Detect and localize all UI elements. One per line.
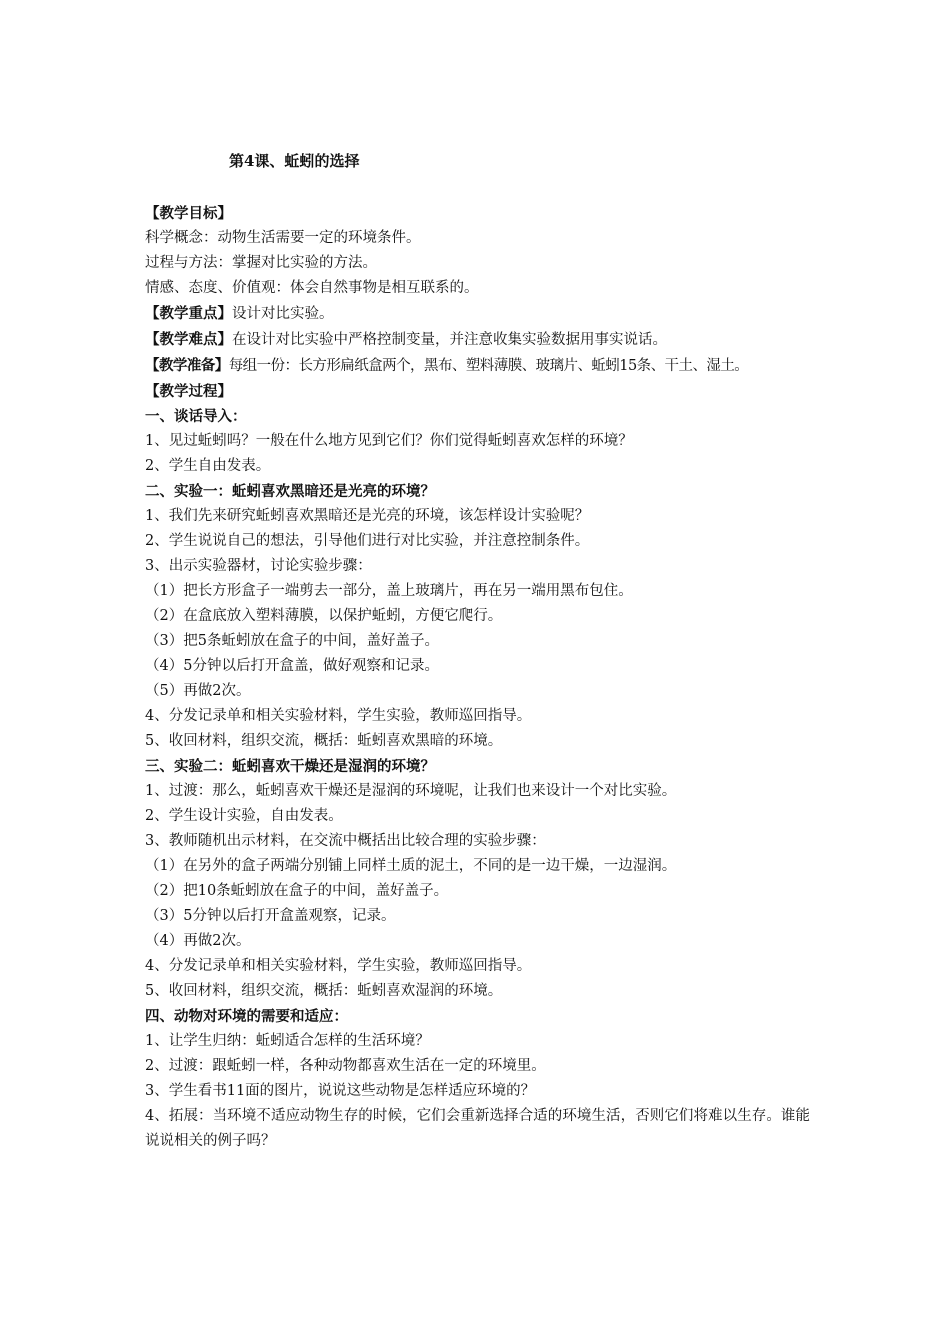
section-line: 3、出示实验器材，讨论实验步骤：	[145, 558, 372, 574]
process-heading: 【教学过程】	[145, 383, 232, 400]
document-body	[145, 201, 810, 1154]
section-line: 1、见过蚯蚓吗？一般在什么地方见到它们？你们觉得蚯蚓喜欢怎样的环境？	[145, 433, 633, 449]
section-paragraph: 4、拓展：当环境不适应动物生存的时候，它们会重新选择合适的环境生活，否则它们将难以生存。谁能说说相关的例子吗？	[145, 1108, 810, 1149]
step-line: （3）5分钟以后打开盒盖观察，记录。	[145, 908, 396, 924]
section-line: 1、过渡：那么，蚯蚓喜欢干燥还是湿润的环境呢，让我们也来设计一个对比实验。	[145, 783, 677, 799]
step-line: （4）再做2次。	[145, 933, 251, 949]
key-point-line	[145, 301, 810, 327]
section-line: 2、学生说说自己的想法，引导他们进行对比实验，并注意控制条件。	[145, 533, 590, 549]
difficulty-label: 【教学难点】	[145, 331, 232, 348]
difficulty-line	[145, 327, 810, 353]
section-line: 1、我们先来研究蚯蚓喜欢黑暗还是光亮的环境，该怎样设计实验呢？	[145, 508, 590, 524]
section-line: 4、分发记录单和相关实验材料，学生实验，教师巡回指导。	[145, 958, 532, 974]
section-line: 1、让学生归纳：蚯蚓适合怎样的生活环境？	[145, 1033, 430, 1049]
section-line: 4、分发记录单和相关实验材料，学生实验，教师巡回指导。	[145, 708, 532, 724]
objective-line: 过程与方法：掌握对比实验的方法。	[145, 255, 377, 271]
key-point-text: 设计对比实验。	[232, 306, 334, 322]
key-point-label: 【教学重点】	[145, 305, 232, 322]
section-heading: 三、实验二：蚯蚓喜欢干燥还是湿润的环境？	[145, 758, 435, 775]
step-line: （4）5分钟以后打开盒盖，做好观察和记录。	[145, 658, 439, 674]
step-line: （1）把长方形盒子一端剪去一部分，盖上玻璃片，再在另一端用黑布包住。	[145, 583, 633, 599]
difficulty-text: 在设计对比实验中严格控制变量，并注意收集实验数据用事实说话。	[232, 332, 667, 348]
step-line: （2）把10条蚯蚓放在盒子的中间，盖好盖子。	[145, 883, 449, 899]
objective-line: 情感、态度、价值观：体会自然事物是相互联系的。	[145, 280, 479, 296]
step-line: （3）把5条蚯蚓放在盒子的中间，盖好盖子。	[145, 633, 439, 649]
section-heading: 一、谈话导入：	[145, 408, 247, 425]
section-line: 3、教师随机出示材料，在交流中概括出比较合理的实验步骤：	[145, 833, 546, 849]
section-heading: 四、动物对环境的需要和适应：	[145, 1008, 348, 1025]
preparation-label: 【教学准备】	[145, 357, 229, 374]
section-line: 3、学生看书11面的图片，说说这些动物是怎样适应环境的？	[145, 1083, 536, 1099]
section-line: 2、过渡：跟蚯蚓一样，各种动物都喜欢生活在一定的环境里。	[145, 1058, 546, 1074]
preparation-text: 每组一份：长方形扁纸盒两个，黑布、塑料薄膜、玻璃片、蚯蚓15条、干土、湿土。	[228, 358, 749, 374]
objective-line: 科学概念：动物生活需要一定的环境条件。	[145, 230, 421, 246]
step-line: （2）在盒底放入塑料薄膜，以保护蚯蚓，方便它爬行。	[145, 608, 503, 624]
step-line: （5）再做2次。	[145, 683, 251, 699]
section-line: 2、学生自由发表。	[145, 458, 271, 474]
lesson-title: 第4课、蚯蚓的选择	[229, 152, 360, 170]
section-line: 5、收回材料，组织交流，概括：蚯蚓喜欢黑暗的环境。	[145, 733, 503, 749]
preparation-line	[145, 353, 810, 379]
section-line: 5、收回材料，组织交流，概括：蚯蚓喜欢湿润的环境。	[145, 983, 503, 999]
step-line: （1）在另外的盒子两端分别铺上同样土质的泥土，不同的是一边干燥，一边湿润。	[145, 858, 677, 874]
section-heading: 二、实验一：蚯蚓喜欢黑暗还是光亮的环境？	[145, 483, 435, 500]
section-line: 2、学生设计实验，自由发表。	[145, 808, 343, 824]
objectives-heading: 【教学目标】	[145, 205, 232, 222]
